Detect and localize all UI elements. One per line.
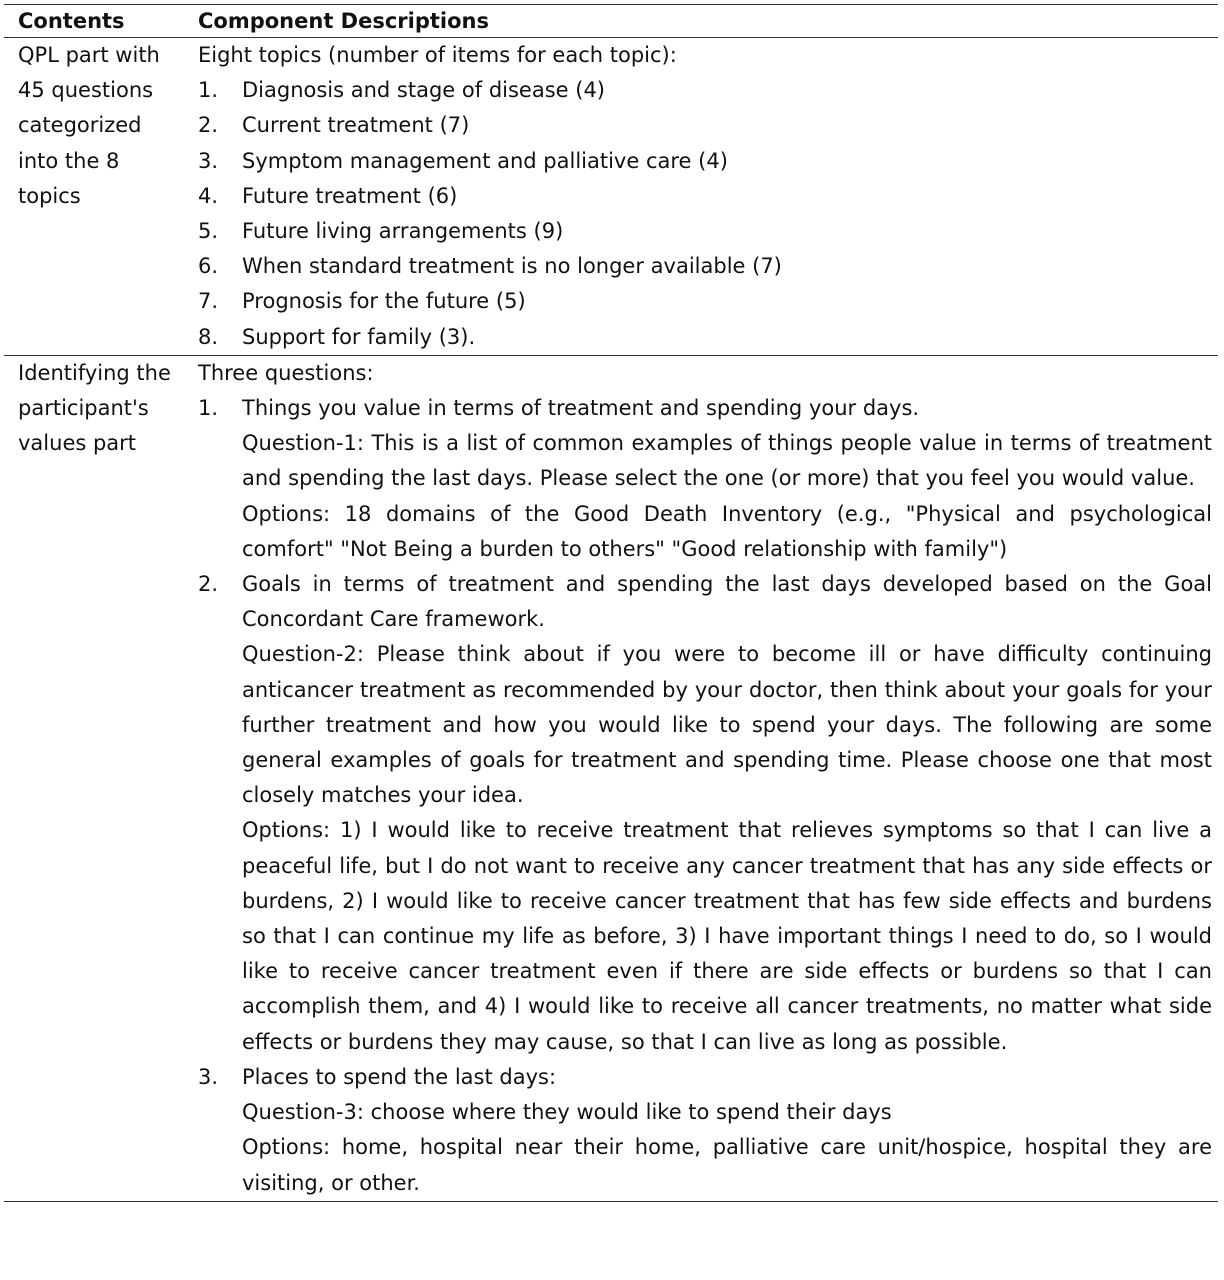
item-text: Support for family (3).: [242, 324, 476, 349]
components-table: [4, 4, 1218, 1202]
list-item: [198, 391, 1212, 567]
topic-list: [198, 73, 1212, 355]
table-row: [4, 355, 1218, 1201]
list-item: [198, 1060, 1212, 1201]
item-text: Current treatment (7): [242, 113, 470, 138]
row-description-cell: [194, 38, 1218, 356]
item-number: 8.: [198, 324, 219, 349]
header-row: [4, 5, 1218, 38]
list-item: [198, 214, 1212, 249]
list-item: [198, 73, 1212, 108]
list-item: [198, 249, 1212, 284]
list-item: [198, 320, 1212, 355]
list-item: [198, 284, 1212, 319]
item-body: [242, 391, 1212, 567]
item-text: Diagnosis and stage of disease (4): [242, 78, 605, 103]
list-item: [198, 179, 1212, 214]
list-item: [198, 567, 1212, 1060]
item-text: When standard treatment is no longer available (7): [242, 254, 782, 279]
item-number: 4.: [198, 183, 219, 208]
item-title: Places to spend the last days:: [242, 1064, 557, 1089]
item-text: Prognosis for the future (5): [242, 289, 526, 314]
item-number: 5.: [198, 219, 219, 244]
item-options: Options: 1) I would like to receive treatment that relieves symptoms so that I can live a peaceful life, but I do not want to receive any cancer treatment that has any side effects or burdens, 2) I would like to receive cancer treatment that has few side effects and burdens so that I can continue my life as before, 3) I have important things I need to do, so I would like to receive cancer treatment even if there are side effects or burdens so that I can accomplish them, and 4) I would like to receive all cancer treatments, no matter what side effects or burdens they may cause, so that I can live as long as possible.: [242, 818, 1212, 1054]
table-row: [4, 38, 1218, 356]
row-label: QPL part with 45 questions categorized into the 8 topics: [18, 43, 160, 208]
item-number: 3.: [198, 148, 219, 173]
item-number: 3.: [198, 1064, 219, 1089]
item-title: Things you value in terms of treatment and spending your days.: [242, 396, 920, 421]
item-text: Symptom management and palliative care (4): [242, 148, 728, 173]
question-list: [198, 391, 1212, 1201]
row-description-cell: [194, 355, 1218, 1201]
list-item: [198, 144, 1212, 179]
row-label: Identifying the participant's values part: [18, 360, 171, 456]
row-label-cell: [4, 38, 194, 356]
header-descriptions: Component Descriptions: [198, 9, 489, 33]
item-body: [242, 567, 1212, 1060]
item-title: Goals in terms of treatment and spending the last days developed based on the Goal Concordant Care framework.: [242, 572, 1212, 632]
item-question: Question-1: This is a list of common examples of things people value in terms of treatment and spending the last days. Please select the one (or more) that you feel you would value.: [242, 431, 1212, 491]
item-number: 2.: [198, 113, 219, 138]
item-question: Question-3: choose where they would like to spend their days: [242, 1100, 892, 1125]
item-text: Future treatment (6): [242, 183, 458, 208]
header-contents: Contents: [18, 9, 125, 33]
row-label-cell: [4, 355, 194, 1201]
item-options: Options: home, hospital near their home, palliative care unit/hospice, hospital they are visiting, or other.: [242, 1135, 1212, 1195]
item-number: 2.: [198, 572, 219, 597]
item-question: Question-2: Please think about if you were to become ill or have difficulty continuing anticancer treatment as recommended by your doctor, then think about your goals for your further treatment and how you would like to spend your days. The following are some general examples of goals for treatment and spending time. Please choose one that most closely matches your idea.: [242, 642, 1212, 808]
item-number: 1.: [198, 78, 219, 103]
list-item: [198, 108, 1212, 143]
item-body: [242, 1060, 1212, 1201]
item-text: Future living arrangements (9): [242, 219, 564, 244]
item-options: Options: 18 domains of the Good Death Inventory (e.g., "Physical and psychological comfort" "Not Being a burden to others" "Good relationship with family"): [242, 501, 1212, 561]
item-number: 1.: [198, 396, 219, 421]
row-intro: Eight topics (number of items for each topic):: [198, 43, 677, 67]
item-number: 7.: [198, 289, 219, 314]
item-number: 6.: [198, 254, 219, 279]
row-intro: Three questions:: [198, 360, 374, 385]
